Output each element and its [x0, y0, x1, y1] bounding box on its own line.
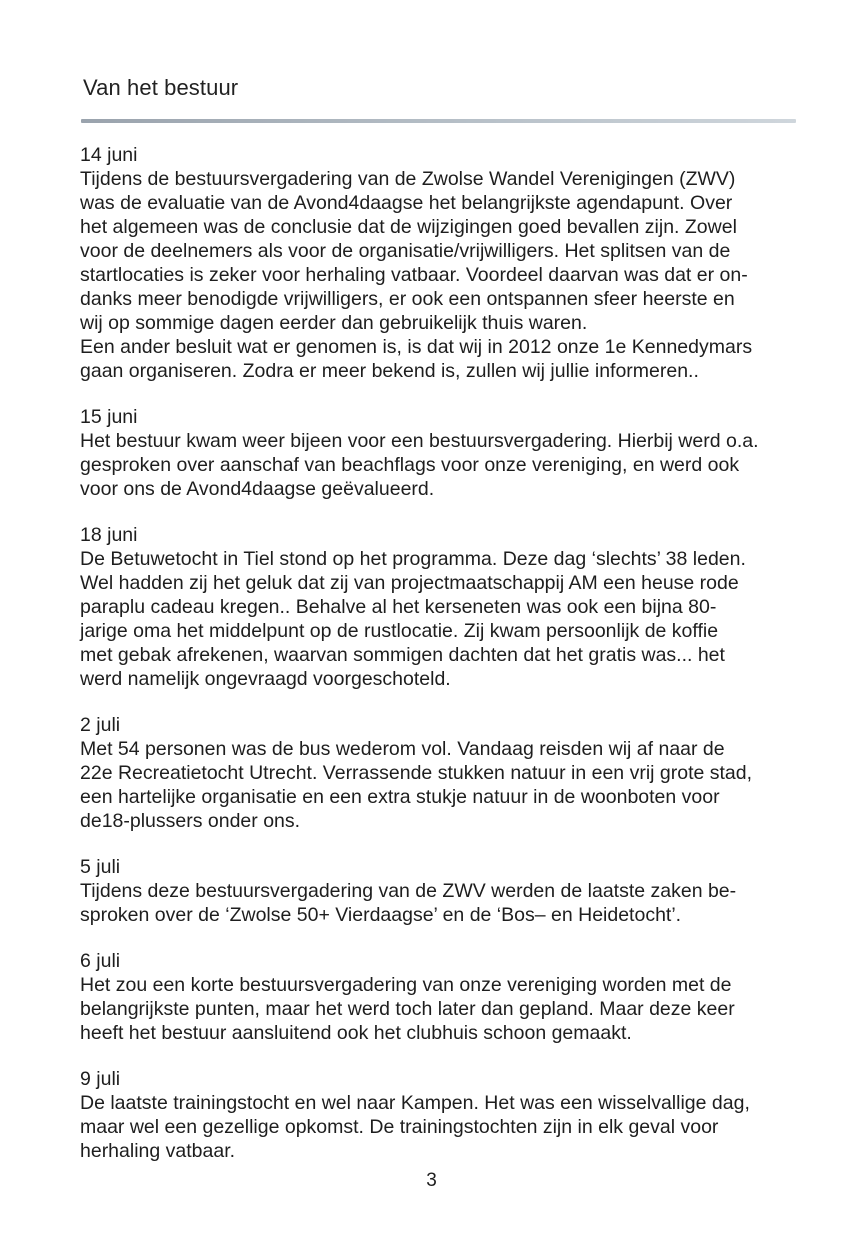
- entry-6-juli: [80, 949, 800, 1045]
- text-line: herhaling vatbaar.: [80, 1140, 236, 1162]
- entry-body: [80, 547, 800, 691]
- text-line: Het bestuur kwam weer bijeen voor een bestuursvergadering. Hierbij werd o.a.: [80, 430, 759, 452]
- text-line: het algemeen was de conclusie dat de wijzigingen goed bevallen zijn. Zowel: [80, 216, 737, 238]
- text-line: startlocaties is zeker voor herhaling vatbaar. Voordeel daarvan was dat er on-: [80, 264, 748, 286]
- text-line: De Betuwetocht in Tiel stond op het programma. Deze dag ‘slechts’ 38 leden.: [80, 548, 746, 570]
- entry-date: 14 juni: [80, 144, 138, 166]
- text-line: Met 54 personen was de bus wederom vol. Vandaag reisden wij af naar de: [80, 738, 725, 760]
- text-line: met gebak afrekenen, waarvan sommigen dachten dat het gratis was... het: [80, 644, 725, 666]
- text-line: voor ons de Avond4daagse geëvalueerd.: [80, 478, 435, 500]
- page-number: 3: [426, 1170, 437, 1191]
- text-line: voor de deelnemers als voor de organisatie/vrijwilligers. Het splitsen van de: [80, 240, 731, 262]
- text-line: Het zou een korte bestuursvergadering van onze vereniging worden met de: [80, 974, 732, 996]
- entry-14-juni: [80, 143, 800, 383]
- entry-date: 9 juli: [80, 1068, 121, 1090]
- text-line: danks meer benodigde vrijwilligers, er ook een ontspannen sfeer heerste en: [80, 288, 735, 310]
- entry-5-juli: [80, 855, 800, 927]
- text-line: paraplu cadeau kregen.. Behalve al het kerseneten was ook een bijna 80-: [80, 596, 717, 618]
- text-line: Tijdens deze bestuursvergadering van de ZWV werden de laatste zaken be-: [80, 880, 737, 902]
- text-line: de18-plussers onder ons.: [80, 810, 301, 832]
- entry-18-juni: [80, 523, 800, 691]
- entry-body: [80, 737, 800, 833]
- text-line: werd namelijk ongevraagd voorgeschoteld.: [80, 668, 451, 690]
- text-line: De laatste trainingstocht en wel naar Kampen. Het was een wisselvallige dag,: [80, 1092, 750, 1114]
- page-header-title: Van het bestuur: [83, 75, 239, 100]
- entry-body: [80, 1091, 800, 1163]
- text-line: wij op sommige dagen eerder dan gebruikelijk thuis waren.: [80, 312, 588, 334]
- text-line: heeft het bestuur aansluitend ook het clubhuis schoon gemaakt.: [80, 1022, 632, 1044]
- entry-body: [80, 879, 800, 927]
- entries-container: [80, 143, 800, 1185]
- text-line: jarige oma het middelpunt op de rustlocatie. Zij kwam persoonlijk de koffie: [80, 620, 719, 642]
- text-line: Tijdens de bestuursvergadering van de Zwolse Wandel Verenigingen (ZWV): [80, 168, 736, 190]
- entry-2-juli: [80, 713, 800, 833]
- entry-date: 15 juni: [80, 406, 138, 428]
- text-line: 22e Recreatietocht Utrecht. Verrassende stukken natuur in een vrij grote stad,: [80, 762, 753, 784]
- entry-body: [80, 429, 800, 501]
- text-line: Een ander besluit wat er genomen is, is dat wij in 2012 onze 1e Kennedymars: [80, 336, 753, 358]
- entry-15-juni: [80, 405, 800, 501]
- header-divider: [81, 119, 796, 123]
- entry-9-juli: [80, 1067, 800, 1163]
- text-line: belangrijkste punten, maar het werd toch later dan gepland. Maar deze keer: [80, 998, 735, 1020]
- text-line: was de evaluatie van de Avond4daagse het belangrijkste agendapunt. Over: [80, 192, 733, 214]
- text-line: gaan organiseren. Zodra er meer bekend is, zullen wij jullie informeren..: [80, 360, 699, 382]
- text-line: maar wel een gezellige opkomst. De trainingstochten zijn in elk geval voor: [80, 1116, 719, 1138]
- text-line: Wel hadden zij het geluk dat zij van projectmaatschappij AM een heuse rode: [80, 572, 739, 594]
- text-line: gesproken over aanschaf van beachflags voor onze vereniging, en werd ook: [80, 454, 740, 476]
- entry-body: [80, 167, 800, 383]
- text-line: een hartelijke organisatie en een extra stukje natuur in de woonboten voor: [80, 786, 720, 808]
- text-line: sproken over de ‘Zwolse 50+ Vierdaagse’ en de ‘Bos– en Heidetocht’.: [80, 904, 682, 926]
- entry-date: 6 juli: [80, 950, 121, 972]
- entry-date: 5 juli: [80, 856, 121, 878]
- entry-date: 18 juni: [80, 524, 138, 546]
- entry-body: [80, 973, 800, 1045]
- entry-date: 2 juli: [80, 714, 121, 736]
